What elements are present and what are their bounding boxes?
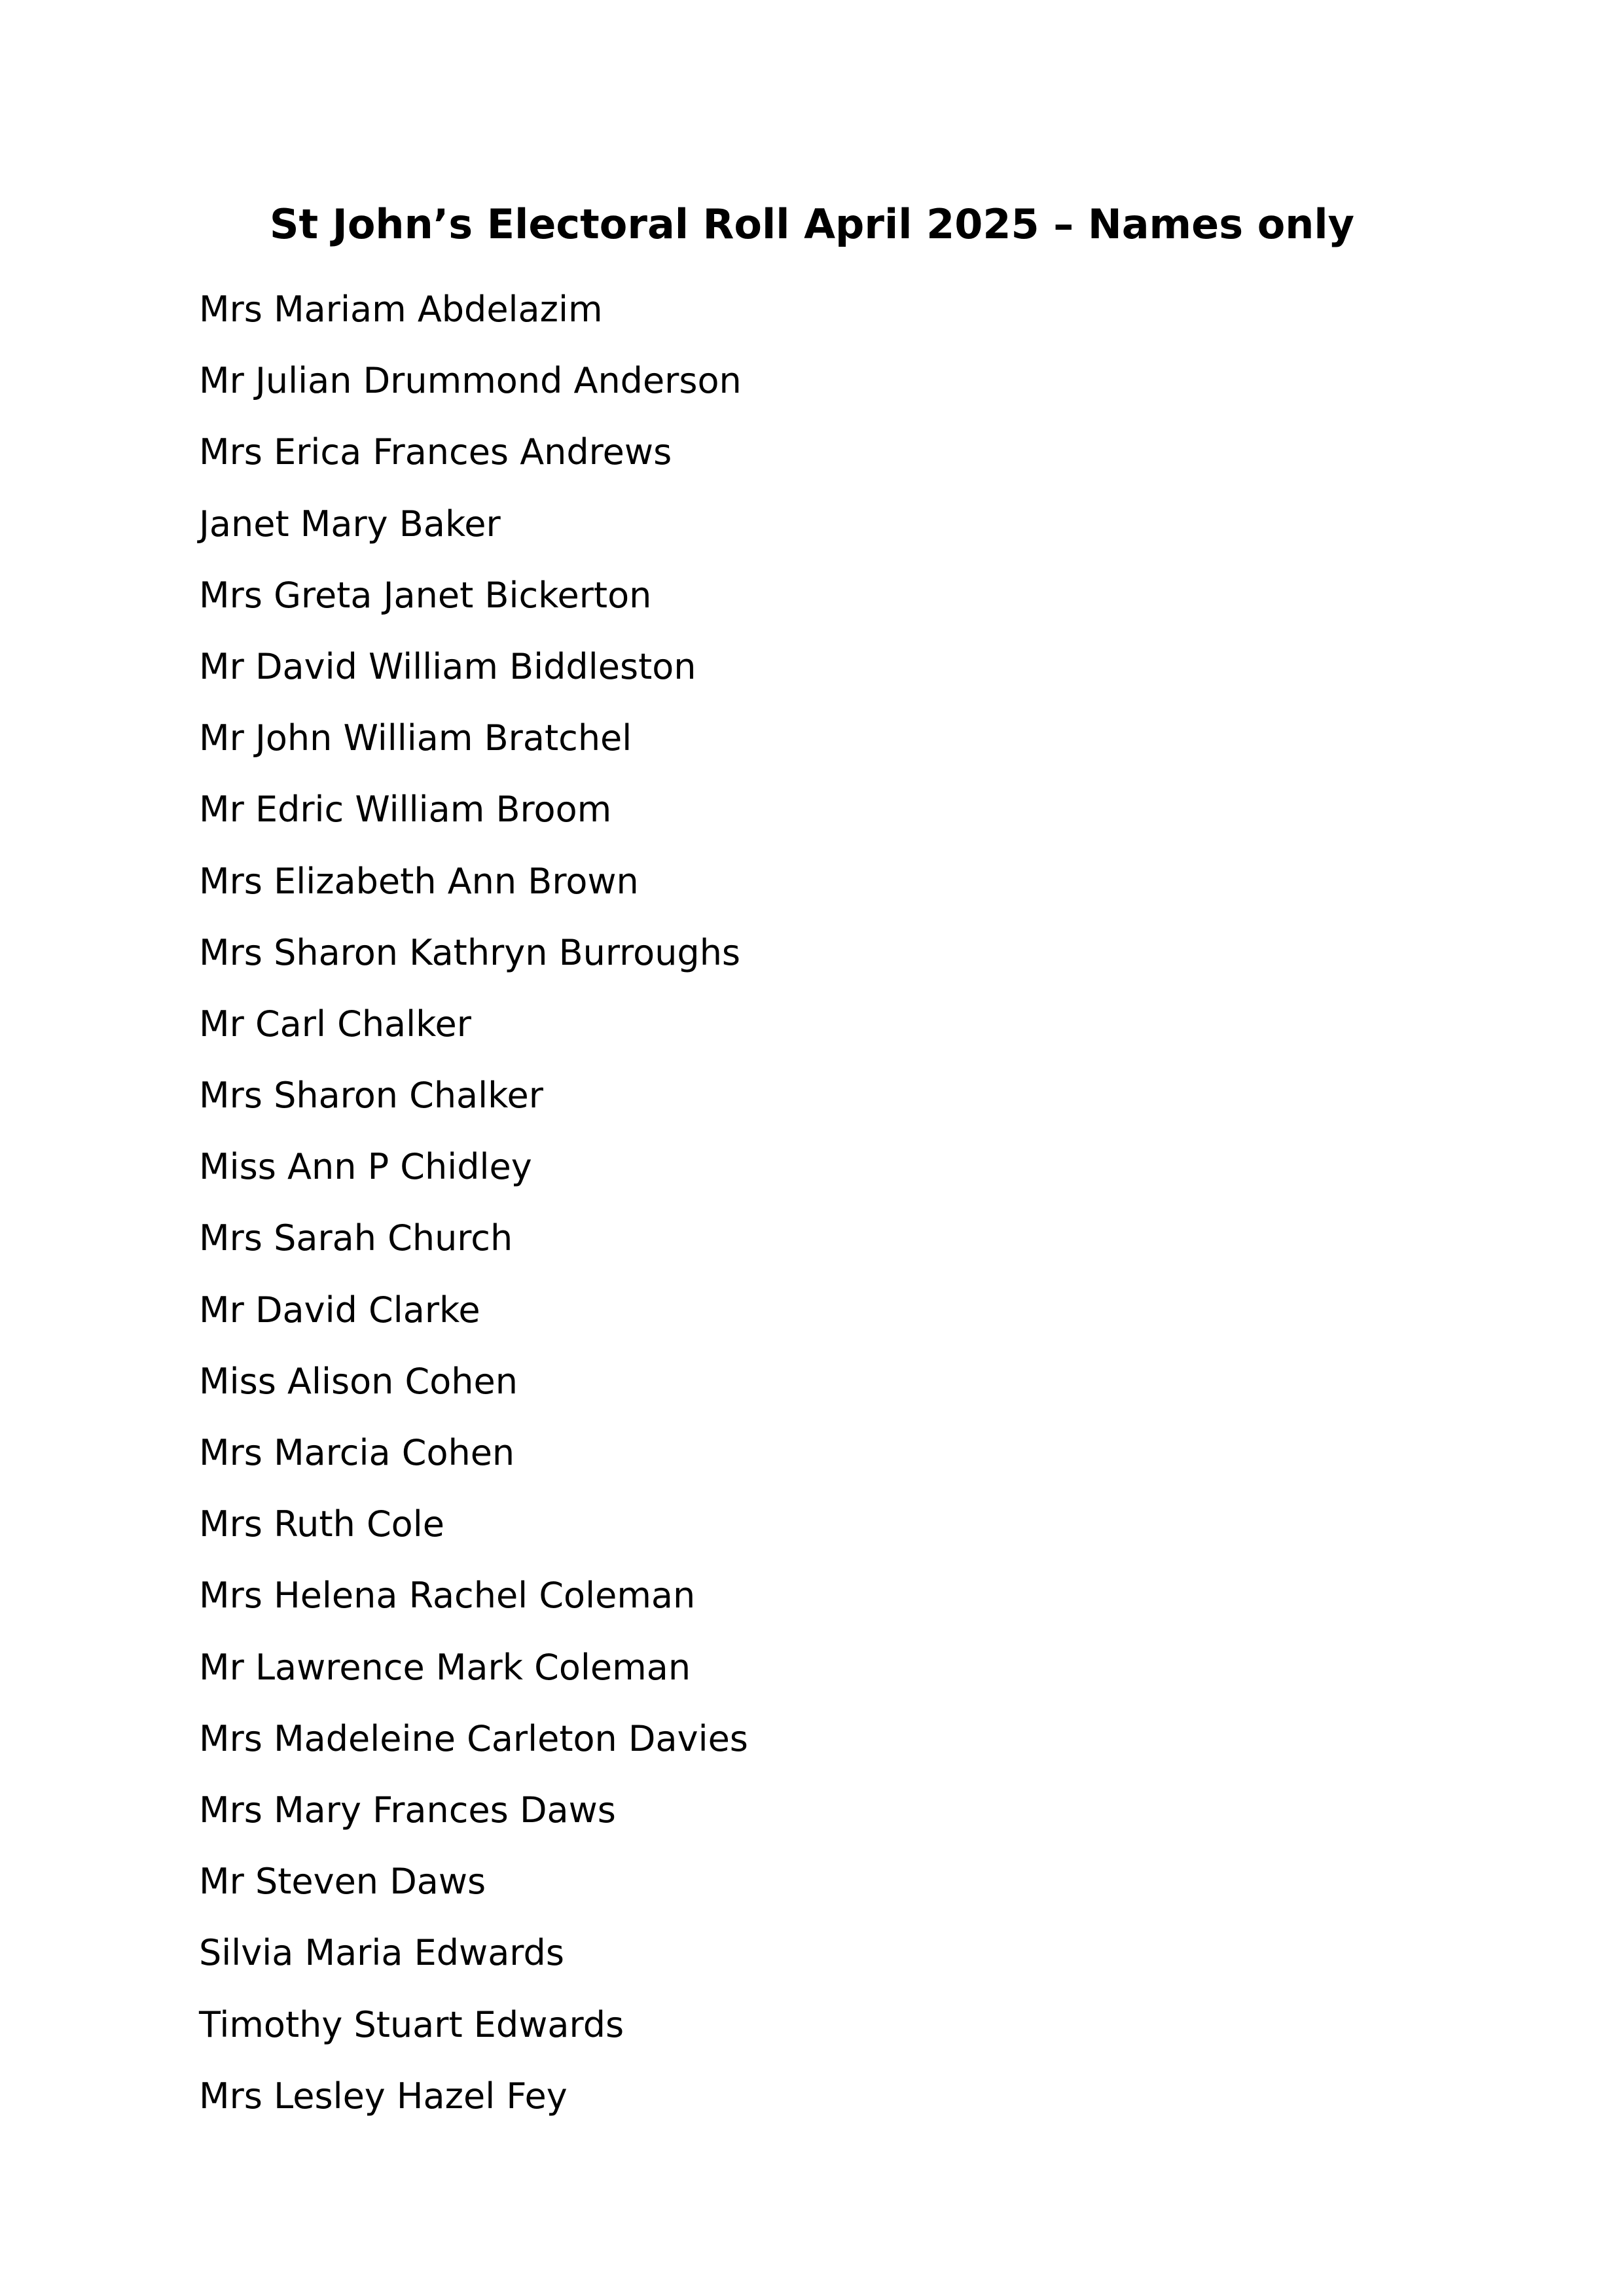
name-entry: Mr Edric William Broom xyxy=(199,789,612,831)
name-entry: Mrs Lesley Hazel Fey xyxy=(199,2075,568,2117)
name-entry: Mrs Sharon Kathryn Burroughs xyxy=(199,931,741,973)
name-entry: Mr Steven Daws xyxy=(199,1861,486,1903)
name-entry: Mrs Elizabeth Ann Brown xyxy=(199,860,639,902)
name-entry: Mr Carl Chalker xyxy=(199,1003,471,1045)
name-entry: Mrs Marcia Cohen xyxy=(199,1432,515,1473)
name-entry: Mr John William Bratchel xyxy=(199,717,632,759)
name-entry: Mrs Greta Janet Bickerton xyxy=(199,574,652,616)
name-entry: Mr Lawrence Mark Coleman xyxy=(199,1646,691,1688)
names-list xyxy=(199,274,748,2132)
name-entry: Mr Julian Drummond Anderson xyxy=(199,360,742,402)
name-entry: Mrs Mariam Abdelazim xyxy=(199,289,603,330)
name-entry: Mrs Helena Rachel Coleman xyxy=(199,1575,696,1617)
name-entry: Mrs Mary Frances Daws xyxy=(199,1789,616,1831)
name-entry: Mr David William Biddleston xyxy=(199,645,696,687)
document-title: St John’s Electoral Roll April 2025 – Names only xyxy=(269,200,1355,248)
name-entry: Mr David Clarke xyxy=(199,1289,480,1331)
name-entry: Mrs Madeleine Carleton Davies xyxy=(199,1717,748,1759)
name-entry: Miss Alison Cohen xyxy=(199,1360,518,1402)
name-entry: Mrs Sharon Chalker xyxy=(199,1075,543,1117)
name-entry: Silvia Maria Edwards xyxy=(199,1932,564,1974)
name-entry: Janet Mary Baker xyxy=(199,503,501,545)
name-entry: Mrs Ruth Cole xyxy=(199,1503,444,1545)
name-entry: Miss Ann P Chidley xyxy=(199,1146,532,1188)
name-entry: Timothy Stuart Edwards xyxy=(199,2003,624,2045)
name-entry: Mrs Erica Frances Andrews xyxy=(199,431,672,473)
name-entry: Mrs Sarah Church xyxy=(199,1217,513,1259)
